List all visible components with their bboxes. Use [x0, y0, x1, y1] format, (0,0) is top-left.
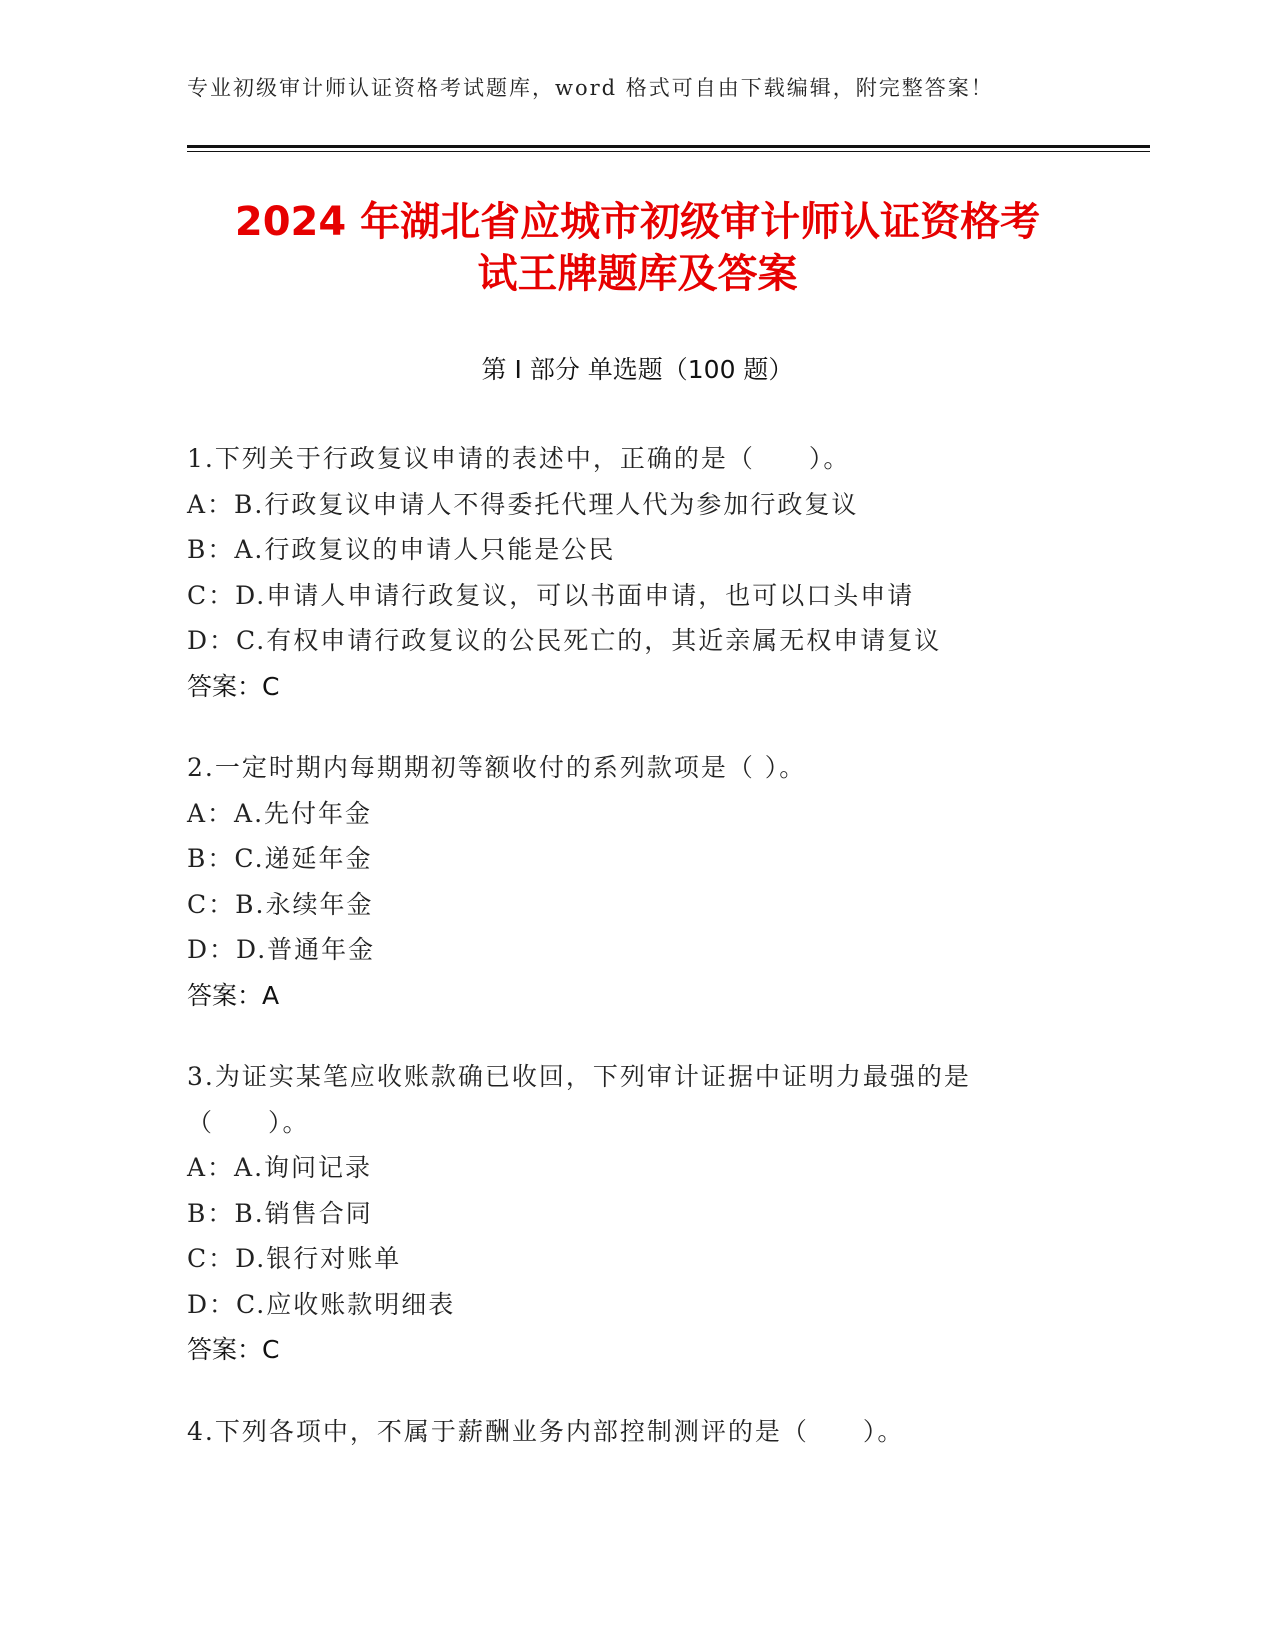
question-stem: 2.一定时期内每期期初等额收付的系列款项是（ ）。 — [187, 753, 807, 782]
answer: 答案：C — [187, 671, 280, 701]
question-3 — [187, 1054, 1117, 1373]
question-stem-line-2: （ ）。 — [187, 1107, 310, 1137]
question-stem: 1.下列关于行政复议申请的表述中，正确的是（ ）。 — [187, 444, 851, 473]
option-a: A：A.询问记录 — [187, 1153, 373, 1182]
option-c: C：B.永续年金 — [187, 889, 374, 919]
section-title: 第 I 部分 单选题（100 题） — [481, 355, 794, 384]
question-4 — [187, 1409, 1117, 1455]
header-rule-thick — [187, 145, 1150, 148]
answer: 答案：A — [187, 980, 280, 1010]
title-line-2: 试王牌题库及答案 — [477, 251, 798, 297]
option-a: A：B.行政复议申请人不得委托代理人代为参加行政复议 — [187, 489, 859, 519]
document-title — [140, 196, 1135, 300]
option-b: B：A.行政复议的申请人只能是公民 — [187, 535, 616, 564]
option-b: B：B.销售合同 — [187, 1198, 373, 1228]
question-1 — [187, 436, 1117, 709]
option-a: A：A.先付年金 — [187, 798, 373, 828]
question-list — [187, 436, 1117, 1490]
header-rule-thin — [187, 151, 1150, 152]
option-d: D：C.应收账款明细表 — [187, 1289, 456, 1319]
answer: 答案：C — [187, 1335, 280, 1364]
option-b: B：C.递延年金 — [187, 844, 373, 873]
question-stem-line-1: 3.为证实某笔应收账款确已收回，下列审计证据中证明力最强的是 — [187, 1062, 971, 1091]
header-note: 专业初级审计师认证资格考试题库，word 格式可自由下载编辑，附完整答案！ — [187, 76, 994, 100]
option-d: D：C.有权申请行政复议的公民死亡的，其近亲属无权申请复议 — [187, 626, 942, 655]
option-c: C：D.银行对账单 — [187, 1244, 402, 1273]
title-line-1: 2024 年湖北省应城市初级审计师认证资格考 — [234, 199, 1041, 245]
option-c: C：D.申请人申请行政复议，可以书面申请，也可以口头申请 — [187, 580, 915, 610]
question-2 — [187, 745, 1117, 1018]
question-stem: 4.下列各项中，不属于薪酬业务内部控制测评的是（ ）。 — [187, 1416, 905, 1446]
option-d: D：D.普通年金 — [187, 935, 376, 964]
